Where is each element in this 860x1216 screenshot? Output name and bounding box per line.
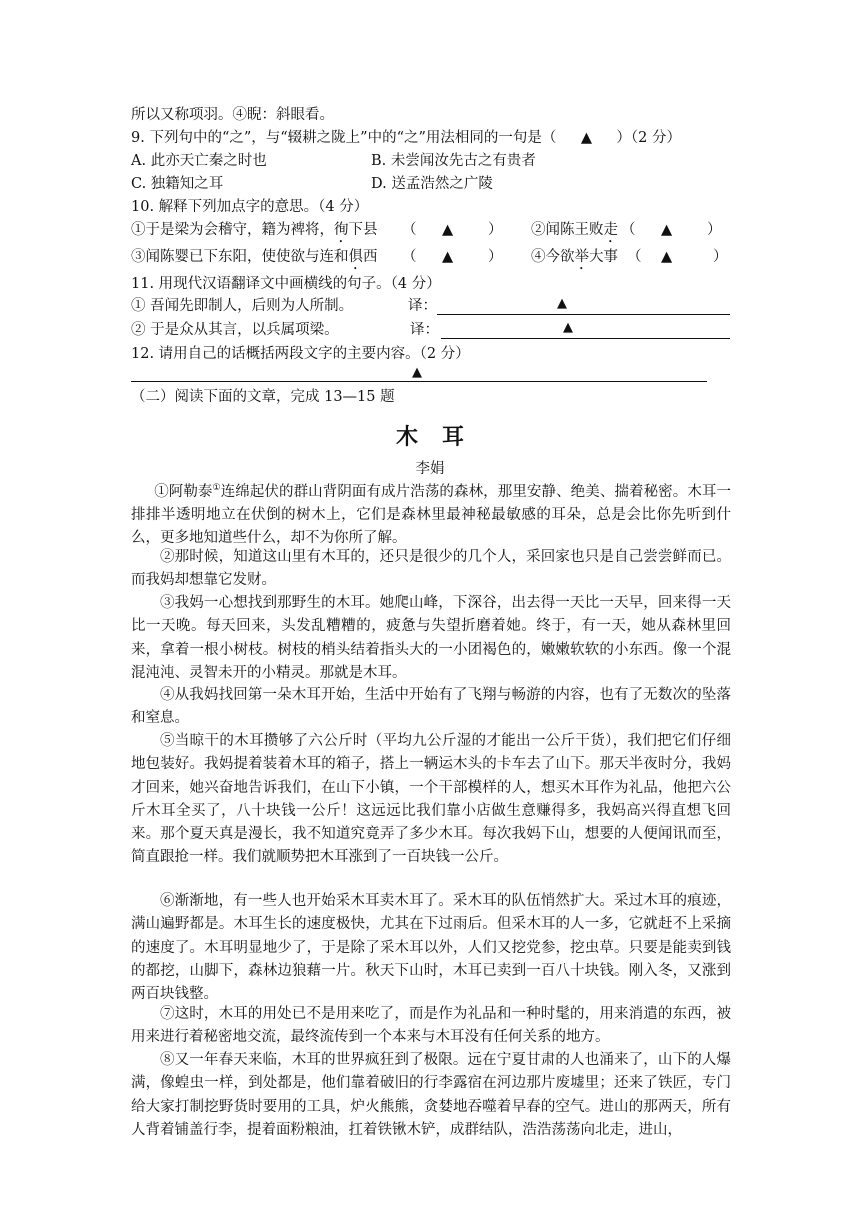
q11-translate-label-1: 译： [408, 298, 437, 314]
paren-open: （ [621, 222, 636, 238]
paren-close: ） [488, 222, 503, 238]
q10-item-3 [131, 246, 378, 273]
q10-item-1-post: 下县 [348, 222, 378, 238]
q10-answer-4[interactable] [627, 246, 728, 268]
q10-answer-3[interactable] [402, 246, 503, 268]
answer-mark: ▲ [442, 249, 454, 265]
p1-start: ①阿勒泰 [154, 483, 213, 500]
q11-translate-label-2: 译： [410, 322, 439, 338]
q10-item-4-post: 大事 [589, 249, 618, 265]
q10-item-1-dotted: 徇 [334, 222, 349, 238]
answer-mark: ▲ [661, 222, 673, 238]
q10-item-2-dotted: 走 [603, 222, 618, 238]
q11-answer-mark-2: ▲ [563, 320, 573, 335]
q10-item-3-pre: ③闻陈婴已下东阳，使使欲与连和 [131, 249, 349, 265]
question-9-stem [131, 127, 681, 149]
answer-mark: ▲ [661, 249, 673, 265]
question-11-stem: 11. 用现代汉语翻译文中画横线的句子。（4 分） [131, 276, 441, 292]
q9-option-d: D. 送孟浩然之广陵 [371, 176, 493, 192]
q9-option-b: B. 未尝闻汝先古之有贵者 [371, 153, 536, 169]
paren-open: （ [402, 222, 417, 238]
q11-sentence-2: ② 于是众从其言，以兵属项梁。 [131, 322, 339, 338]
footnote-marker: ① [212, 483, 221, 493]
q10-item-4-pre: ④今欲 [531, 249, 575, 265]
article-paragraph-5: ⑤当晾干的木耳攒够了六公斤时（平均九公斤湿的才能出一公斤干货），我们把它们仔细地包装好。我妈提着装着木耳的箱子，搭上一辆运木头的卡车去了山下。那天半夜时分，我妈才回来，她兴奋地告诉我们，在山下小镇，一个干部模样的人，想买木耳作为礼品，他把六公斤木耳全买了，八十块钱一公斤！这远远比我们靠小店做生意赚得多，我妈高兴得直想飞回来。那个夏天真是漫长，我不知道究竟弄了多少木耳。每次我妈下山，想要的人便闻讯而至，简直跟抢一样。我们就顺势把木耳涨到了一百块钱一公斤。 [131, 733, 731, 866]
q10-item-3-dotted: 俱 [348, 249, 363, 265]
p1-rest: 连绵起伏的群山背阴面有成片浩荡的森林，那里安静、绝美、揣着秘密。木耳一排排半透明地立在伏倒的树木上，它们是森林里最神秘最敏感的耳朵，总是会比你先听到什么，更多地知道些什么，却不为你所了解。 [131, 483, 732, 547]
q9-option-a: A. 此亦天亡秦之时也 [131, 153, 267, 169]
q9-option-c: C. 独籍知之耳 [131, 176, 224, 192]
article-paragraph-8: ⑧又一年春天来临，木耳的世界疯狂到了极限。远在宁夏甘肃的人也涌来了，山下的人爆满，像蝗虫一样，到处都是，他们靠着破旧的行李露宿在河边那片废墟里；还来了铁匠，专门给大家打制挖野货时要用的工具，炉火熊熊，贪婪地吞噬着早春的空气。进山的那两天，所有人背着铺盖行李，提着面粉粮油，扛着铁锹木铲，成群结队，浩浩荡荡向北走，进山， [131, 1052, 731, 1138]
q10-item-4-dotted: 举 [574, 249, 589, 265]
section-2-heading: （二）阅读下面的文章，完成 13—15 题 [131, 389, 395, 405]
paren-open: （ [627, 249, 642, 265]
article-paragraph-7: ⑦这时，木耳的用处已不是用来吃了，而是作为礼品和一种时髦的，用来消遣的东西，被用来进行着秘密地交流，最终流传到一个本来与木耳没有任何关系的地方。 [131, 1006, 731, 1046]
q11-answer-line-2[interactable] [441, 338, 730, 339]
q10-item-2 [531, 219, 618, 246]
q11-answer-mark-1: ▲ [557, 296, 567, 311]
article-paragraph-4: ④从我妈找回第一朵木耳开始，生活中开始有了飞翔与畅游的内容，也有了无数次的坠落和窒息。 [131, 687, 731, 727]
q11-sentence-1: ① 吾闻先即制人，后则为人所制。 [131, 298, 354, 314]
q11-answer-line-1[interactable] [437, 314, 730, 315]
article-paragraph-3: ③我妈一心想找到那野生的木耳。她爬山峰，下深谷，出去得一天比一天早，回来得一天比一天晚。每天回来，头发乱糟糟的，疲惫与失望折磨着她。终于，有一天，她从森林里回来，拿着一根小树枝。树枝的梢头结着指头大的一小团褐色的，嫩嫩软软的小东西。像一个混混沌沌、灵智未开的小精灵。那就是木耳。 [131, 595, 731, 681]
note-line: 所以又称项羽。④睨：斜眼看。 [131, 107, 334, 123]
paren-close: ） [488, 249, 503, 265]
question-12-stem: 12. 请用自己的话概括两段文字的主要内容。（2 分） [131, 346, 470, 362]
q12-answer-mark: ▲ [412, 365, 422, 380]
q10-item-1-pre: ①于是梁为会稽守，籍为裨将， [131, 222, 334, 238]
paren-open: （ [402, 249, 417, 265]
q10-item-3-post: 西 [363, 249, 378, 265]
article-paragraph-2: ②那时候，知道这山里有木耳的，还只是很少的几个人，采回家也只是自己尝尝鲜而已。而我妈却想靠它发财。 [131, 549, 731, 589]
article-paragraph-6: ⑥渐渐地，有一些人也开始采木耳卖木耳了。采木耳的队伍悄然扩大。采过木耳的痕迹，满山遍野都是。木耳生长的速度极快，尤其在下过雨后。但采木耳的人一多，它就赶不上采摘的速度了。木耳明显地少了，于是除了采木耳以外，人们又挖党参，挖虫草。只要是能卖到钱的都挖，山脚下，森林边狼藉一片。秋天下山时，木耳已卖到一百八十块钱。刚入冬，又涨到两百块钱整。 [131, 893, 731, 1003]
q10-item-4 [531, 246, 618, 273]
article-paragraph-1 [131, 477, 731, 551]
q10-item-2-pre: ②闻陈王败 [531, 222, 604, 238]
paren-close: ） [707, 222, 722, 238]
q9-answer-mark[interactable]: ▲ [580, 130, 592, 146]
question-10-stem: 10. 解释下列加点字的意思。（4 分） [131, 199, 369, 215]
q9-stem-tail: ）（2 分） [616, 130, 682, 146]
q10-item-1 [131, 219, 378, 246]
article-author: 李娟 [415, 461, 445, 477]
paren-close: ） [713, 249, 728, 265]
article-title: 木耳 [395, 425, 488, 450]
q10-answer-1[interactable] [402, 219, 503, 241]
answer-mark: ▲ [442, 222, 454, 238]
q10-answer-2[interactable] [621, 219, 722, 241]
q9-stem-text: 9. 下列句中的“之”，与“辍耕之陇上”中的“之”用法相同的一句是（ [131, 130, 557, 146]
